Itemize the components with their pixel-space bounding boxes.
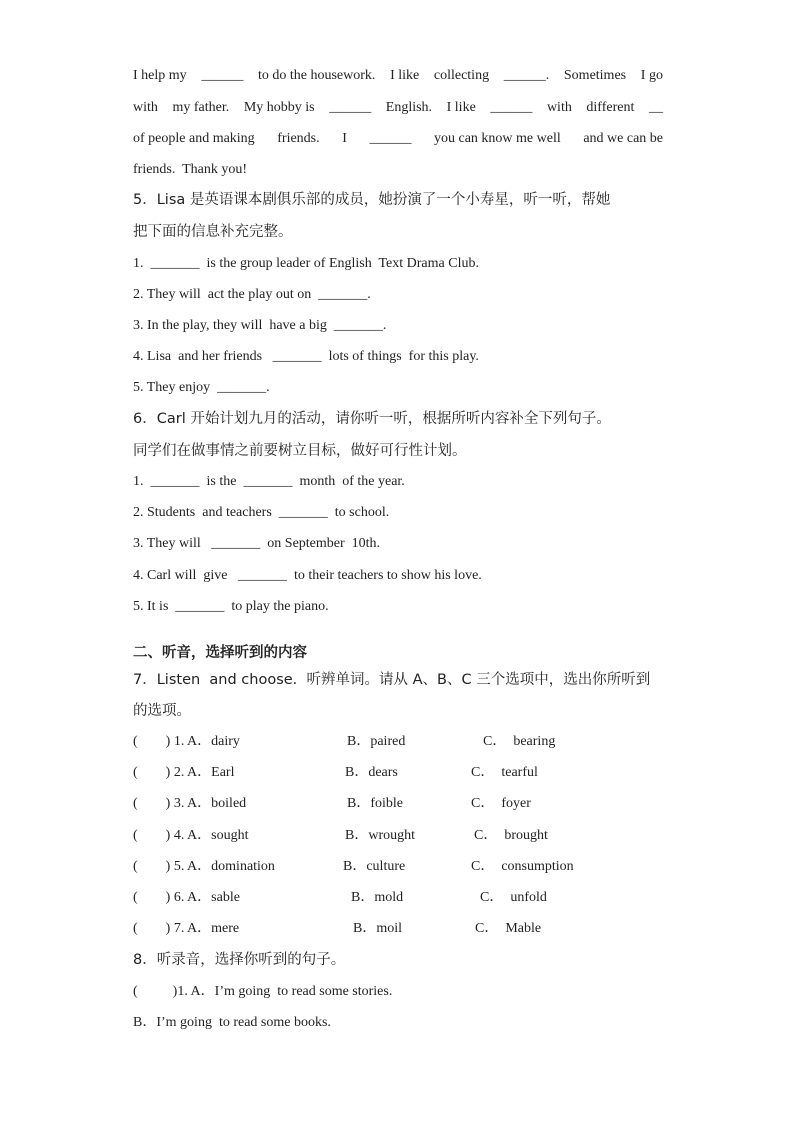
passage-text: I help my (133, 68, 187, 83)
q7-row-6-c: C． unfold (480, 890, 547, 905)
blank: ______ (329, 100, 372, 115)
passage-text: my father. (172, 100, 230, 115)
q7-row-5-a: ( ) 5. A．domination (133, 859, 275, 874)
passage-text: with (133, 100, 158, 115)
passage-text: of people and making (133, 131, 255, 146)
passage-line-1 (133, 66, 663, 86)
passage-text: My hobby is (243, 100, 315, 115)
q7-row-1-a: ( ) 1. A．dairy (133, 734, 240, 749)
passage-text: with (546, 100, 572, 115)
passage-text: different (586, 100, 635, 115)
q7-row-2-a: ( ) 2. A．Earl (133, 765, 235, 780)
q7-row-7-a: ( ) 7. A．mere (133, 921, 240, 936)
q7-prompt: 7．Listen and choose. 听辨单词。请从 A、B、C 三个选项中，选出你所听到 (133, 672, 651, 688)
passage-text: I go (640, 68, 663, 83)
q7-row-7-c: C． Mable (475, 921, 542, 936)
passage-text: I like (390, 68, 420, 83)
blank: ______ (201, 68, 244, 83)
passage-text: to do the housework. (257, 68, 376, 83)
q7-row-1-c: C． bearing (483, 734, 556, 749)
blank: ______ (490, 100, 533, 115)
section-heading: 二、听音，选择听到的内容 (133, 645, 307, 661)
passage-text: collecting (433, 68, 490, 83)
q7-row-2-b: B．dears (345, 765, 398, 780)
q7-row-6-a: ( ) 6. A．sable (133, 890, 240, 905)
q7-row-3-c: C． foyer (471, 796, 531, 811)
q7-row-4-a: ( ) 4. A．sought (133, 828, 249, 843)
passage-text: you can know me well (434, 131, 561, 146)
q8-item-option-b: B．I’m going to read some books. (133, 1015, 331, 1030)
q6-item: 2. Students and teachers _______ to school. (133, 505, 390, 520)
q6-item: 5. It is _______ to play the piano. (133, 599, 329, 614)
q7-row-4-c: C． brought (474, 828, 548, 843)
q6-prompt-cont: 同学们在做事情之前要树立目标，做好可行性计划。 (133, 443, 467, 459)
passage-text: friends. (277, 131, 320, 146)
blank: ______. (503, 68, 550, 83)
blank: ______ (369, 131, 412, 146)
q5-item: 2. They will act the play out on _______. (133, 287, 371, 302)
q8-prompt: 8．听录音，选择你听到的句子。 (133, 952, 346, 968)
blank: __ (648, 100, 663, 115)
q6-item: 3. They will _______ on September 10th. (133, 536, 381, 551)
q7-row-1-b: B．paired (347, 734, 406, 749)
q5-prompt: 5．Lisa 是英语课本剧俱乐部的成员，她扮演了一个小寿星，听一听，帮她 (133, 192, 611, 208)
q7-row-3-b: B．foible (347, 796, 403, 811)
q7-row-5-b: B．culture (343, 859, 406, 874)
q5-item: 4. Lisa and her friends _______ lots of things for this play. (133, 349, 479, 364)
q7-row-3-a: ( ) 3. A．boiled (133, 796, 247, 811)
passage-text: I (342, 131, 347, 146)
q5-prompt-cont: 把下面的信息补充完整。 (133, 224, 293, 240)
passage-text: English. (385, 100, 433, 115)
q6-item: 1. _______ is the _______ month of the year. (133, 474, 405, 489)
q8-item: ( )1. A．I’m going to read some stories. (133, 984, 393, 999)
passage-line-3 (133, 129, 663, 149)
q7-row-6-b: B．mold (351, 890, 404, 905)
q7-row-4-b: B．wrought (345, 828, 415, 843)
q7-prompt-cont: 的选项。 (133, 703, 191, 719)
passage-text: I like (446, 100, 476, 115)
passage-line-4: friends. Thank you! (133, 162, 248, 177)
passage-text: Sometimes (563, 68, 627, 83)
q7-row-2-c: C． tearful (471, 765, 538, 780)
q7-row-5-c: C． consumption (471, 859, 574, 874)
q5-item: 5. They enjoy _______. (133, 380, 270, 395)
q5-item: 3. In the play, they will have a big _______. (133, 318, 387, 333)
q6-item: 4. Carl will give _______ to their teachers to show his love. (133, 568, 482, 583)
q6-prompt: 6．Carl 开始计划九月的活动，请你听一听，根据所听内容补全下列句子。 (133, 411, 611, 427)
passage-line-2 (133, 98, 663, 118)
passage-text: and we can be (583, 131, 663, 146)
q5-item: 1. _______ is the group leader of English Text Drama Club. (133, 256, 479, 271)
q7-row-7-b: B．moil (353, 921, 403, 936)
